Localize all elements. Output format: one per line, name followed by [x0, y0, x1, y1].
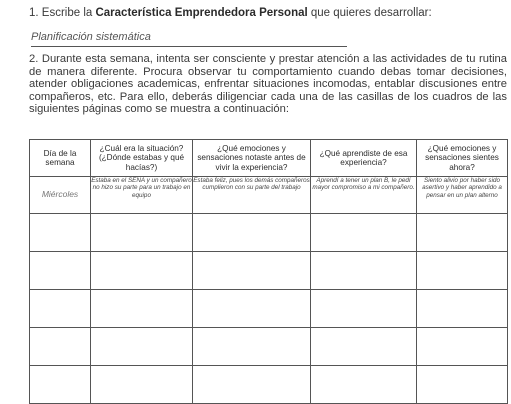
emotions-now-cell[interactable]: [417, 366, 508, 404]
learned-cell[interactable]: [311, 366, 417, 404]
header-learned: ¿Qué aprendiste de esa experiencia?: [311, 140, 417, 177]
header-situation: ¿Cuál era la situación? (¿Dónde estabas y qué hacías?): [91, 140, 193, 177]
emotions-before-cell[interactable]: [193, 328, 311, 366]
instruction-1-bold: Característica Emprendedora Personal: [95, 7, 308, 19]
emotions-before-cell[interactable]: [193, 214, 311, 252]
day-cell[interactable]: [30, 328, 91, 366]
situation-cell[interactable]: [91, 214, 193, 252]
situation-cell[interactable]: [91, 252, 193, 290]
instruction-1-prefix: 1. Escribe la: [29, 7, 96, 19]
example-situation: Estaba en el SENA y un compañero no hizo su parte para un trabajo en equipo: [91, 177, 193, 214]
header-emotions-before: ¿Qué emociones y sensaciones notaste antes de vivir la experiencia?: [193, 140, 311, 177]
table-row: [30, 328, 508, 366]
example-row: [30, 177, 508, 214]
emotions-before-cell[interactable]: [193, 290, 311, 328]
emotions-now-cell[interactable]: [417, 328, 508, 366]
example-learned: Aprendí a tener un plan B, le pedí mayor compromiso a mi compañero.: [311, 177, 417, 214]
day-cell[interactable]: [30, 252, 91, 290]
table-row: [30, 214, 508, 252]
situation-cell[interactable]: [91, 328, 193, 366]
learned-cell[interactable]: [311, 252, 417, 290]
learned-cell[interactable]: [311, 214, 417, 252]
day-cell[interactable]: [30, 366, 91, 404]
emotions-now-cell[interactable]: [417, 252, 508, 290]
emotions-before-cell[interactable]: [193, 252, 311, 290]
answer-field[interactable]: Planificación sistemática: [31, 31, 347, 47]
table-row: [30, 252, 508, 290]
emotions-table: [29, 139, 508, 404]
example-day: Miércoles: [30, 177, 91, 214]
example-emotions-now: Siento alivio por haber sido asertivo y haber aprendido a pensar en un plan alterno: [417, 177, 508, 214]
table-row: [30, 290, 508, 328]
header-day: Día de la semana: [30, 140, 91, 177]
header-emotions-now: ¿Qué emociones y sensaciones sientes ahora?: [417, 140, 508, 177]
day-cell[interactable]: [30, 290, 91, 328]
situation-cell[interactable]: [91, 366, 193, 404]
table-row: [30, 366, 508, 404]
emotions-now-cell[interactable]: [417, 214, 508, 252]
instruction-2: 2. Durante esta semana, intenta ser consciente y prestar atención a las actividades de tu rutina de manera diferente. Procura observar tu comportamiento cuando debas tomar decisiones, atender obligaciones academicas, enfrentar situaciones incomodas, entablar discusiones entre compañeros, etc. Para ello, deberás diligenciar cada una de las casillas de los cuadros de las siguientes páginas como se muestra a continuación:: [29, 53, 507, 116]
example-emotions-before: Estaba feliz, pues los demás compañeros cumplieron con su parte del trabajo: [193, 177, 311, 214]
emotions-now-cell[interactable]: [417, 290, 508, 328]
instruction-1: [29, 7, 432, 19]
day-cell[interactable]: [30, 214, 91, 252]
instruction-1-suffix: que quieres desarrollar:: [307, 7, 432, 19]
situation-cell[interactable]: [91, 290, 193, 328]
emotions-before-cell[interactable]: [193, 366, 311, 404]
learned-cell[interactable]: [311, 290, 417, 328]
learned-cell[interactable]: [311, 328, 417, 366]
table-header-row: [30, 140, 508, 177]
